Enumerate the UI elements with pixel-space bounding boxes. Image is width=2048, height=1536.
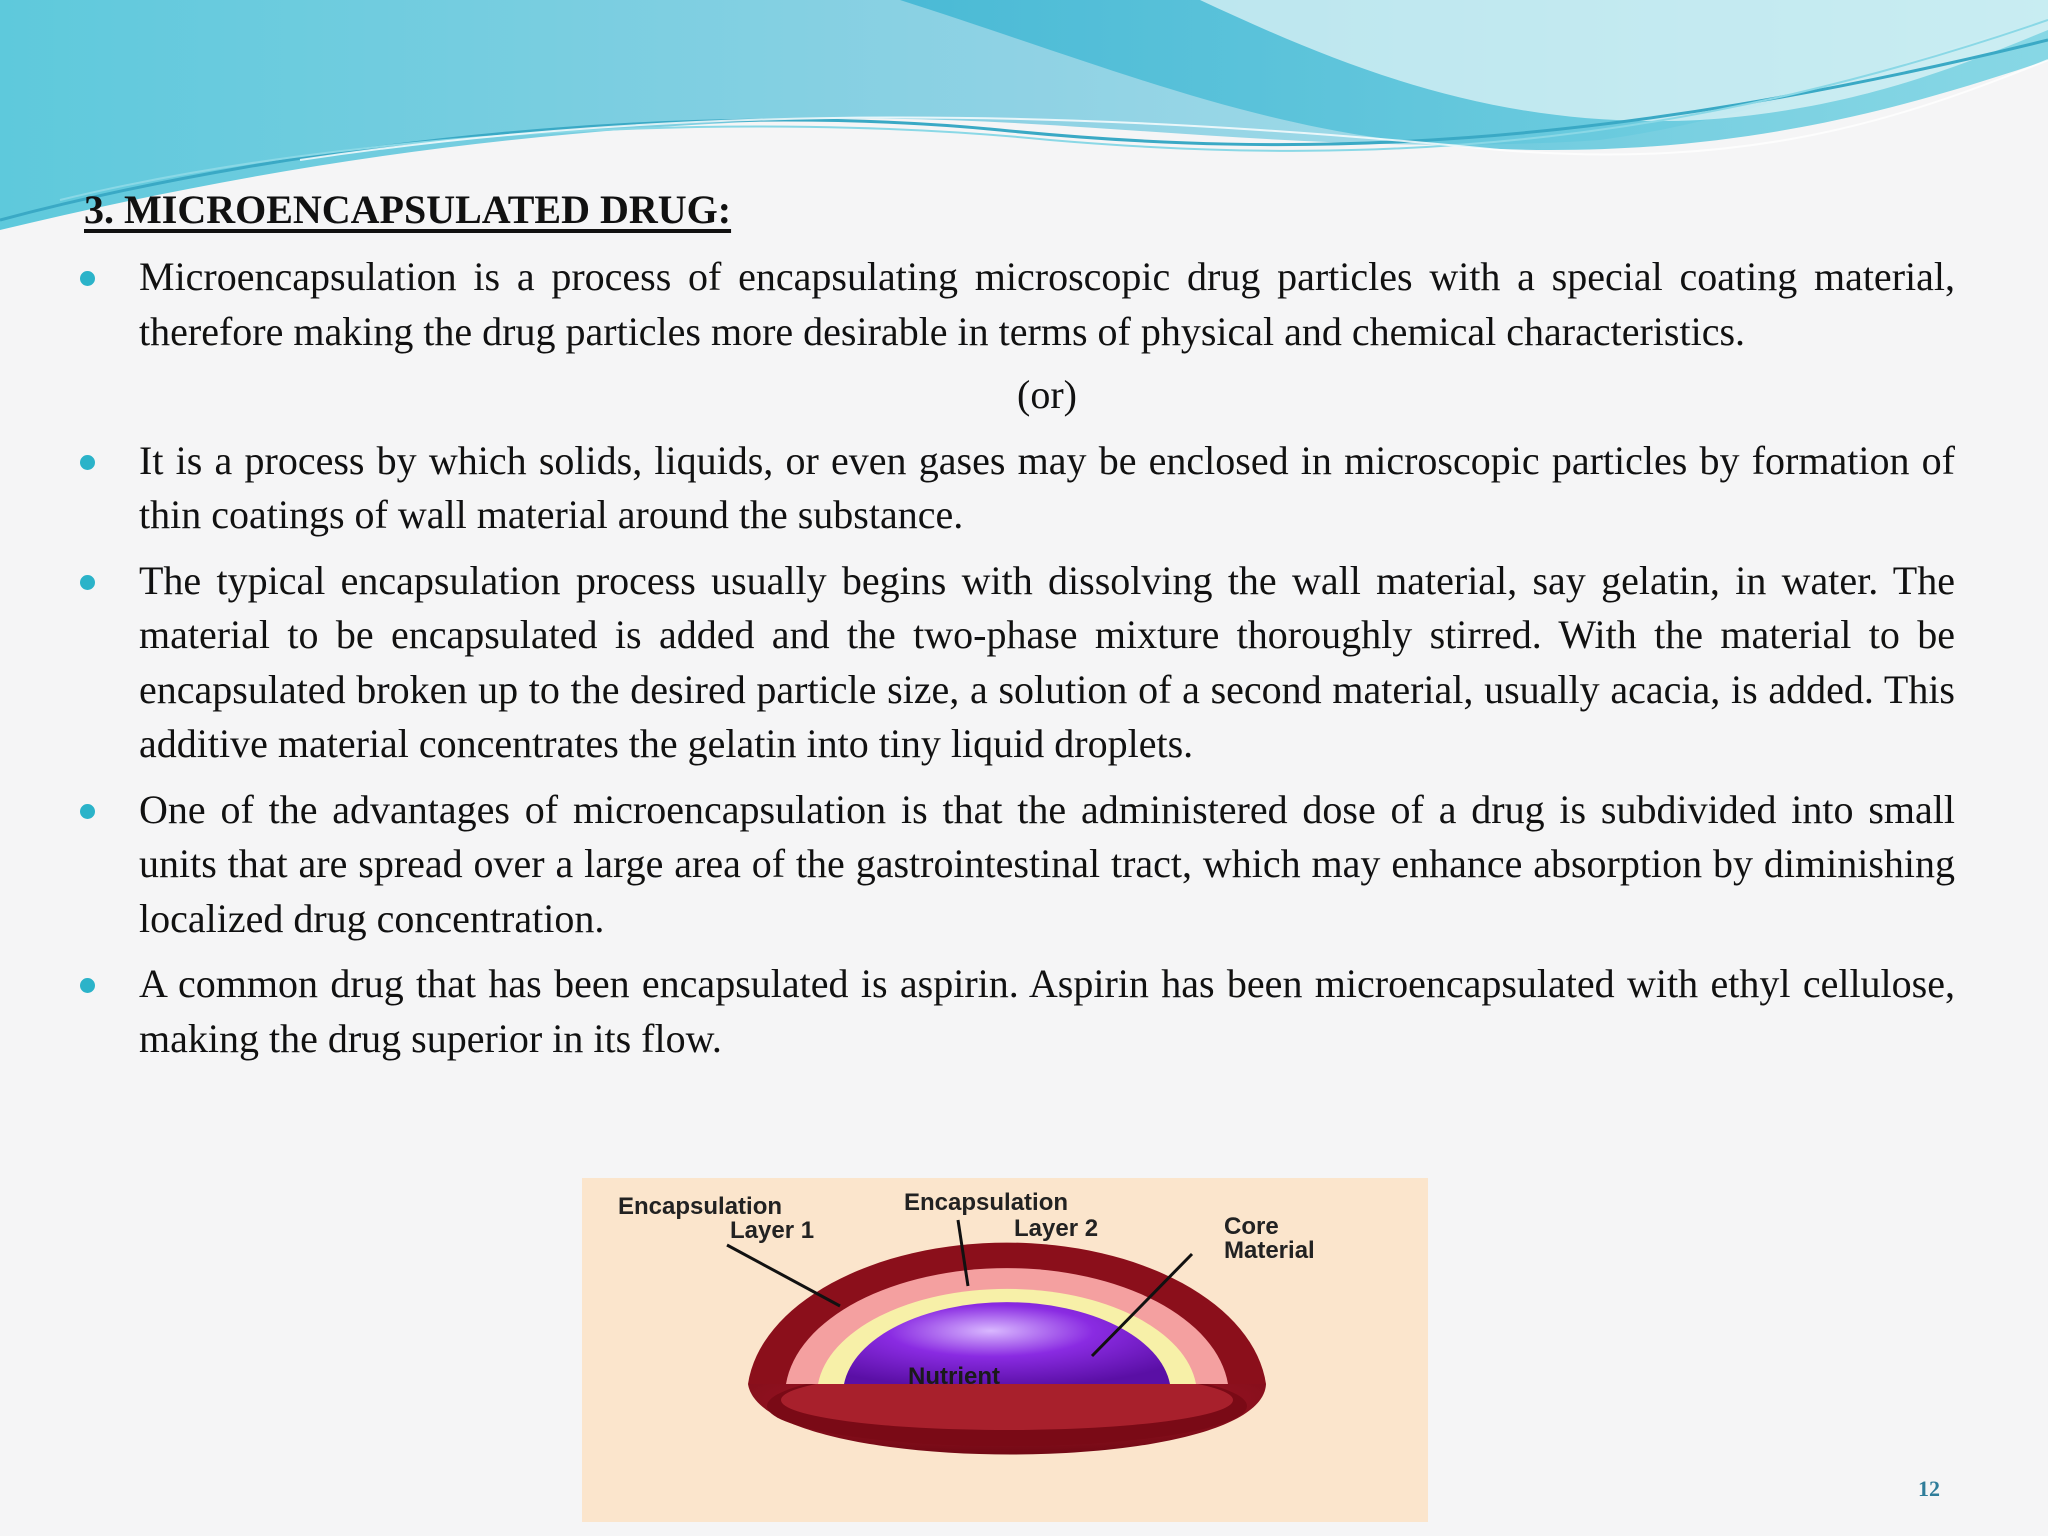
bullet-item: It is a process by which solids, liquids, or even gases may be enclosed in microscopic particles by formation of thin coatings of wall material around the substance. bbox=[78, 434, 1955, 543]
bullet-item: The typical encapsulation process usually begins with dissolving the wall material, say gelatin, in water. The material to be encapsulated is added and the two-phase mixture thoroughly stirred. With the material to be encapsulated broken up to the desired particle size, a solution of a second material, usually acacia, is added. This additive material concentrates the gelatin into tiny liquid droplets. bbox=[78, 554, 1955, 772]
label-core-line1: Core bbox=[1224, 1213, 1279, 1240]
bullet-item: A common drug that has been encapsulated is aspirin. Aspirin has been microencapsulated with ethyl cellulose, making the drug superior in its flow. bbox=[78, 957, 1955, 1066]
bullet-item: Microencapsulation is a process of encapsulating microscopic drug particles with a special coating material, therefore making the drug particles more desirable in terms of physical and chemical characteristics. bbox=[78, 250, 1955, 359]
label-layer2-line2: Layer 2 bbox=[1014, 1215, 1099, 1242]
bullet-list bbox=[78, 250, 1955, 1077]
label-layer2-line1: Encapsulation bbox=[904, 1189, 1069, 1216]
label-core-line2: Material bbox=[1224, 1237, 1315, 1264]
slide-title: 3. MICROENCAPSULATED DRUG: bbox=[84, 187, 732, 232]
pointer-line-layer1 bbox=[727, 1245, 840, 1306]
microcapsule-illustration bbox=[582, 1178, 1428, 1522]
label-layer1-line1: Encapsulation bbox=[618, 1193, 783, 1220]
microcapsule-diagram bbox=[582, 1178, 1428, 1522]
bullet-item: One of the advantages of microencapsulation is that the administered dose of a drug is subdivided into small units that are spread over a large area of the gastrointestinal tract, which may enhance absorption by diminishing localized drug concentration. bbox=[78, 783, 1955, 947]
label-layer1-line2: Layer 1 bbox=[730, 1217, 815, 1244]
label-nutrient: Nutrient bbox=[908, 1363, 1000, 1390]
or-separator: (or) bbox=[1017, 372, 1077, 417]
page-number: 12 bbox=[1918, 1476, 1940, 1501]
